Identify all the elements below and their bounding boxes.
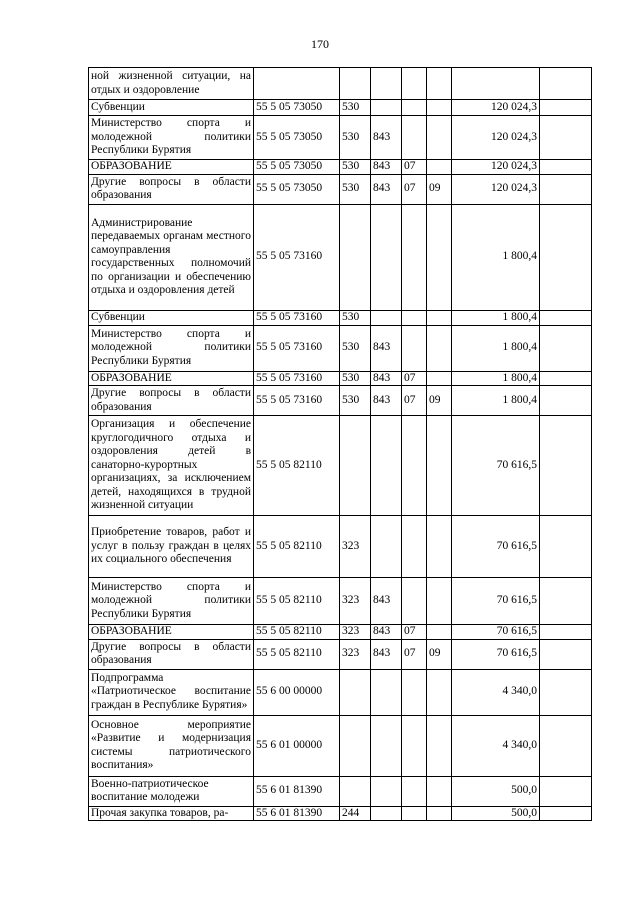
cell-expense-type [340, 416, 371, 516]
cell-name: Администрирование передаваемых органам местного самоуправления государственных полномочий по организации и обеспечению отдыха и оздоровления детей [89, 204, 254, 310]
cell-name: ной жизненной ситуации, на отдых и оздоровление [89, 68, 254, 100]
cell-subsection [427, 516, 452, 578]
cell-extra [540, 625, 592, 640]
cell-extra [540, 310, 592, 325]
cell-amount: 70 616,5 [452, 578, 540, 625]
cell-name: ОБРАЗОВАНИЕ [89, 160, 254, 175]
cell-section [402, 516, 427, 578]
cell-expense-type [340, 715, 371, 776]
cell-section [402, 669, 427, 715]
cell-subsection [427, 806, 452, 821]
cell-extra [540, 204, 592, 310]
cell-section: 07 [402, 371, 427, 386]
table-row [89, 68, 592, 100]
cell-ministry-code: 843 [371, 639, 402, 669]
table-row [89, 160, 592, 175]
cell-ministry-code [371, 100, 402, 116]
cell-amount: 120 024,3 [452, 174, 540, 204]
cell-subsection [427, 68, 452, 100]
cell-extra [540, 68, 592, 100]
cell-name: Другие вопросы в области образования [89, 174, 254, 204]
cell-amount: 120 024,3 [452, 100, 540, 116]
table-row [89, 100, 592, 116]
table-row [89, 516, 592, 578]
cell-expense-type: 244 [340, 806, 371, 821]
cell-amount: 1 800,4 [452, 386, 540, 416]
cell-section: 07 [402, 174, 427, 204]
table-row [89, 776, 592, 806]
cell-subsection [427, 100, 452, 116]
cell-name: Другие вопросы в области образования [89, 639, 254, 669]
cell-ministry-code [371, 68, 402, 100]
cell-amount: 1 800,4 [452, 371, 540, 386]
cell-extra [540, 578, 592, 625]
cell-target-article [254, 68, 340, 100]
cell-subsection [427, 578, 452, 625]
cell-ministry-code: 843 [371, 578, 402, 625]
cell-target-article: 55 6 01 81390 [254, 776, 340, 806]
cell-name: Приобретение товаров, работ и услуг в пользу граждан в целях их социального обеспечения [89, 516, 254, 578]
cell-ministry-code [371, 516, 402, 578]
cell-name: Подпрограмма «Патриотическое воспитание граждан в Республике Бурятия» [89, 669, 254, 715]
table-row [89, 174, 592, 204]
table-row [89, 325, 592, 371]
budget-table [88, 67, 592, 821]
table-row [89, 386, 592, 416]
table-row [89, 715, 592, 776]
cell-expense-type: 530 [340, 310, 371, 325]
cell-target-article: 55 5 05 82110 [254, 516, 340, 578]
cell-extra [540, 371, 592, 386]
table-row [89, 416, 592, 516]
cell-extra [540, 516, 592, 578]
cell-target-article: 55 6 01 81390 [254, 806, 340, 821]
cell-extra [540, 715, 592, 776]
cell-name: Прочая закупка товаров, ра- [89, 806, 254, 821]
table-row [89, 639, 592, 669]
cell-expense-type: 530 [340, 386, 371, 416]
cell-subsection [427, 116, 452, 160]
table-row [89, 116, 592, 160]
cell-amount: 70 616,5 [452, 416, 540, 516]
cell-subsection [427, 204, 452, 310]
cell-amount: 70 616,5 [452, 625, 540, 640]
cell-ministry-code [371, 806, 402, 821]
table-row [89, 371, 592, 386]
cell-extra [540, 639, 592, 669]
cell-amount: 1 800,4 [452, 310, 540, 325]
cell-subsection: 09 [427, 174, 452, 204]
cell-target-article: 55 6 01 00000 [254, 715, 340, 776]
cell-subsection [427, 416, 452, 516]
cell-section [402, 116, 427, 160]
cell-section [402, 715, 427, 776]
cell-subsection [427, 310, 452, 325]
cell-target-article: 55 6 00 00000 [254, 669, 340, 715]
cell-name: Основное мероприятие «Развитие и модернизация системы патриотического воспитания» [89, 715, 254, 776]
cell-ministry-code [371, 416, 402, 516]
cell-expense-type [340, 776, 371, 806]
cell-section [402, 806, 427, 821]
cell-expense-type [340, 68, 371, 100]
cell-target-article: 55 5 05 73160 [254, 310, 340, 325]
cell-subsection [427, 715, 452, 776]
cell-amount: 500,0 [452, 776, 540, 806]
cell-ministry-code: 843 [371, 160, 402, 175]
cell-name: Министерство спорта и молодежной политики Республики Бурятия [89, 325, 254, 371]
cell-ministry-code [371, 204, 402, 310]
cell-expense-type: 323 [340, 625, 371, 640]
cell-section: 07 [402, 625, 427, 640]
cell-section [402, 100, 427, 116]
cell-ministry-code [371, 776, 402, 806]
cell-expense-type: 530 [340, 116, 371, 160]
cell-extra [540, 160, 592, 175]
cell-extra [540, 806, 592, 821]
cell-name: Организация и обеспечение круглогодичного отдыха и оздоровления детей в санаторно-курортных организациях, за исключением детей, находящихся в трудной жизненной ситуации [89, 416, 254, 516]
cell-subsection [427, 669, 452, 715]
cell-name: Другие вопросы в области образования [89, 386, 254, 416]
cell-amount: 120 024,3 [452, 116, 540, 160]
cell-expense-type: 323 [340, 516, 371, 578]
cell-section [402, 68, 427, 100]
cell-extra [540, 325, 592, 371]
cell-section [402, 578, 427, 625]
cell-amount: 500,0 [452, 806, 540, 821]
cell-extra [540, 100, 592, 116]
cell-target-article: 55 5 05 73050 [254, 100, 340, 116]
cell-subsection: 09 [427, 386, 452, 416]
table-row [89, 669, 592, 715]
cell-extra [540, 116, 592, 160]
cell-name: Военно-патриотическое воспитание молодежи [89, 776, 254, 806]
cell-target-article: 55 5 05 82110 [254, 639, 340, 669]
cell-expense-type: 530 [340, 325, 371, 371]
cell-ministry-code [371, 715, 402, 776]
cell-target-article: 55 5 05 73050 [254, 174, 340, 204]
cell-expense-type [340, 669, 371, 715]
cell-section: 07 [402, 386, 427, 416]
cell-subsection [427, 325, 452, 371]
cell-target-article: 55 5 05 73160 [254, 386, 340, 416]
cell-name: Министерство спорта и молодежной политики Республики Бурятия [89, 116, 254, 160]
cell-target-article: 55 5 05 73050 [254, 160, 340, 175]
cell-target-article: 55 5 05 82110 [254, 578, 340, 625]
cell-target-article: 55 5 05 73050 [254, 116, 340, 160]
cell-amount: 4 340,0 [452, 715, 540, 776]
cell-subsection [427, 371, 452, 386]
cell-section: 07 [402, 639, 427, 669]
cell-target-article: 55 5 05 73160 [254, 204, 340, 310]
cell-target-article: 55 5 05 73160 [254, 325, 340, 371]
table-row [89, 310, 592, 325]
cell-section [402, 325, 427, 371]
cell-name: Субвенции [89, 100, 254, 116]
cell-ministry-code: 843 [371, 625, 402, 640]
cell-extra [540, 386, 592, 416]
cell-expense-type [340, 204, 371, 310]
cell-ministry-code: 843 [371, 325, 402, 371]
cell-target-article: 55 5 05 73160 [254, 371, 340, 386]
table-row [89, 625, 592, 640]
cell-ministry-code: 843 [371, 371, 402, 386]
cell-extra [540, 776, 592, 806]
cell-ministry-code [371, 310, 402, 325]
cell-amount: 70 616,5 [452, 516, 540, 578]
cell-amount: 1 800,4 [452, 325, 540, 371]
table-row [89, 578, 592, 625]
cell-target-article: 55 5 05 82110 [254, 416, 340, 516]
cell-subsection [427, 625, 452, 640]
table-body [89, 68, 592, 821]
table-row [89, 204, 592, 310]
cell-expense-type: 530 [340, 100, 371, 116]
cell-ministry-code [371, 669, 402, 715]
cell-amount [452, 68, 540, 100]
cell-ministry-code: 843 [371, 386, 402, 416]
cell-name: ОБРАЗОВАНИЕ [89, 625, 254, 640]
cell-expense-type: 530 [340, 174, 371, 204]
cell-expense-type: 530 [340, 160, 371, 175]
cell-name: Субвенции [89, 310, 254, 325]
cell-section: 07 [402, 160, 427, 175]
cell-target-article: 55 5 05 82110 [254, 625, 340, 640]
cell-expense-type: 323 [340, 578, 371, 625]
cell-extra [540, 416, 592, 516]
cell-section [402, 310, 427, 325]
cell-subsection [427, 776, 452, 806]
cell-subsection [427, 160, 452, 175]
cell-amount: 120 024,3 [452, 160, 540, 175]
cell-expense-type: 323 [340, 639, 371, 669]
cell-amount: 1 800,4 [452, 204, 540, 310]
cell-extra [540, 669, 592, 715]
cell-name: ОБРАЗОВАНИЕ [89, 371, 254, 386]
cell-amount: 70 616,5 [452, 639, 540, 669]
cell-expense-type: 530 [340, 371, 371, 386]
cell-section [402, 416, 427, 516]
cell-extra [540, 174, 592, 204]
cell-ministry-code: 843 [371, 116, 402, 160]
table-row [89, 806, 592, 821]
cell-section [402, 776, 427, 806]
cell-name: Министерство спорта и молодежной политики Республики Бурятия [89, 578, 254, 625]
cell-amount: 4 340,0 [452, 669, 540, 715]
cell-section [402, 204, 427, 310]
cell-ministry-code: 843 [371, 174, 402, 204]
cell-subsection: 09 [427, 639, 452, 669]
page-number: 170 [311, 37, 329, 51]
